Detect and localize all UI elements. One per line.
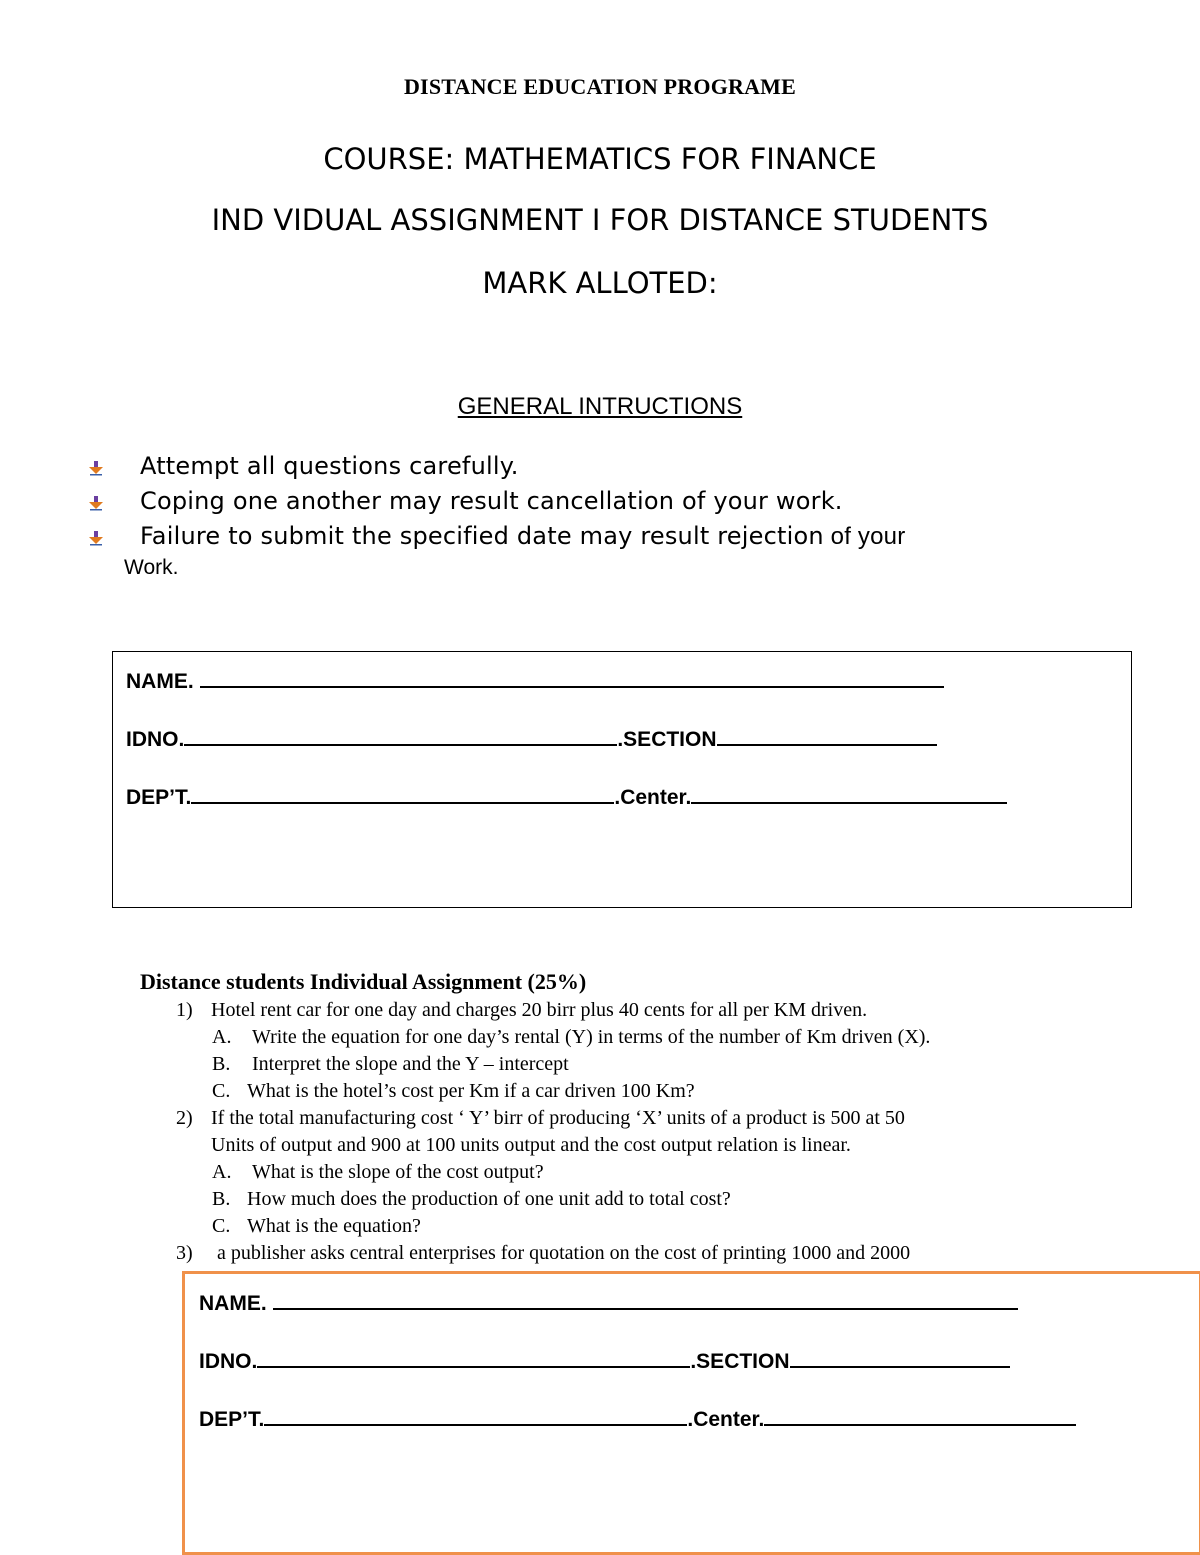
idno-section-field[interactable]: IDNO. .SECTION xyxy=(199,1346,1010,1374)
assignment-heading: Distance students Individual Assignment (25%) xyxy=(140,969,587,994)
name-field[interactable]: NAME. xyxy=(199,1288,1018,1316)
mark-alloted: MARK ALLOTED: xyxy=(482,266,718,300)
question-1: 1) Hotel rent car for one day and charges 20 birr plus 40 cents for all per KM driven. xyxy=(176,999,868,1021)
question-1b: B. Interpret the slope and the Y – intercept xyxy=(212,1053,569,1075)
arrow-down-bullet-icon xyxy=(88,495,104,511)
course-title: COURSE: MATHEMATICS FOR FINANCE xyxy=(323,142,877,176)
dept-center-field[interactable]: DEP’T. .Center. xyxy=(199,1404,1076,1432)
arrow-down-bullet-icon xyxy=(88,460,104,476)
question-1a: A. Write the equation for one day’s rental (Y) in terms of the number of Km driven (X). xyxy=(212,1026,931,1048)
instruction-item-2: Coping one another may result cancellation of your work. xyxy=(140,487,843,515)
question-2b: B. How much does the production of one unit add to total cost? xyxy=(212,1188,731,1210)
name-field[interactable]: NAME. xyxy=(126,666,944,694)
question-2: 2) If the total manufacturing cost ‘ Y’ birr of producing ‘X’ units of a product is 500 at 50 xyxy=(176,1107,905,1129)
question-3: 3) a publisher asks central enterprises for quotation on the cost of printing 1000 and 2000 xyxy=(176,1242,911,1264)
program-title: DISTANCE EDUCATION PROGRAME xyxy=(403,74,797,99)
arrow-down-bullet-icon xyxy=(88,530,104,546)
idno-section-field[interactable]: IDNO. .SECTION xyxy=(126,724,937,752)
instruction-continuation: Work. xyxy=(124,556,179,579)
instruction-item-3: Failure to submit the specified date may result rejection of your xyxy=(140,522,906,550)
assignment-title: IND VIDUAL ASSIGNMENT I FOR DISTANCE STUDENTS xyxy=(211,203,989,237)
instructions-heading: GENERAL INTRUCTIONS xyxy=(457,393,743,420)
question-1c: C. What is the hotel’s cost per Km if a car driven 100 Km? xyxy=(212,1080,695,1102)
dept-center-field[interactable]: DEP’T. .Center. xyxy=(126,782,1007,810)
question-2c: C. What is the equation? xyxy=(212,1215,421,1237)
question-2-continuation: Units of output and 900 at 100 units output and the cost output relation is linear. xyxy=(211,1134,851,1156)
instruction-item-1: Attempt all questions carefully. xyxy=(140,452,519,480)
question-2a: A. What is the slope of the cost output? xyxy=(212,1161,544,1183)
